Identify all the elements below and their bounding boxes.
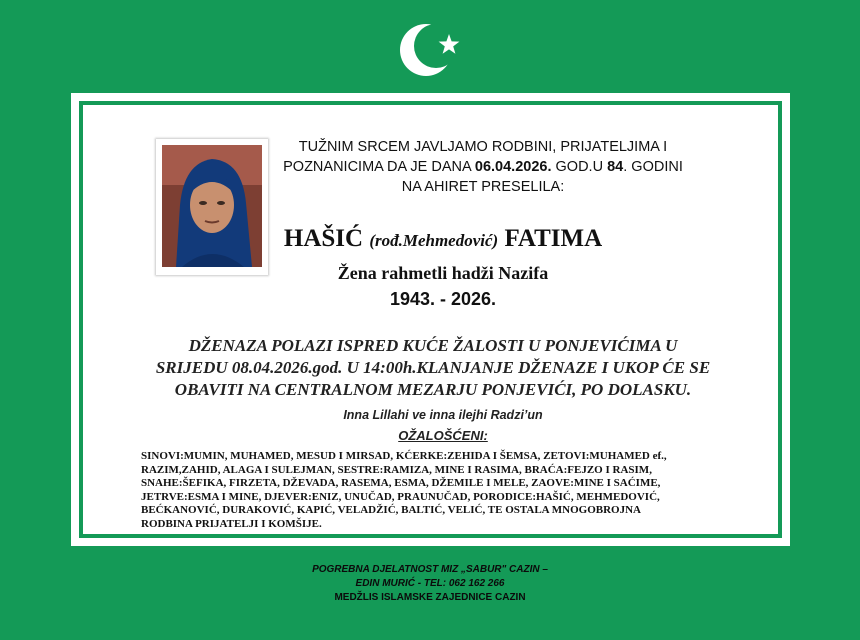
announcement-text-part: POZNANICIMA DA JE DANA: [283, 159, 475, 175]
card-border: [79, 101, 782, 538]
mourners-line: RAZIM,ZAHID, ALAGA I SULEJMAN, SESTRE:RAMIZA, MINE I RASIMA, BRAĆA:FEJZO I RASIM,: [141, 463, 652, 476]
funeral-line-2: SRIJEDU 08.04.2026.god. U 14:00h.KLANJANJE DŽENAZE I UKOP ĆE SE: [155, 358, 711, 377]
deceased-name: [233, 225, 653, 253]
announcement-text-part: GOD.U: [551, 159, 608, 175]
footer: [230, 563, 630, 605]
organization-name: MEDŽLIS ISLAMSKE ZAJEDNICE CAZIN: [334, 592, 526, 603]
mourners-line: SNAHE:ŠEFIKA, FIRZETA, DŽEVADA, RASEMA, ESMA, DŽEMILE I MELE, ZAOVE:MINE I SAĆIME,: [141, 477, 661, 489]
announcement-line-1: TUŽNIM SRCEM JAVLJAMO RODBINI, PRIJATELJIMA I: [298, 139, 668, 155]
funeral-line-3: OBAVITI NA CENTRALNOM MEZARJU PONJEVIĆI, PO DOLASKU.: [174, 380, 692, 399]
announcement-text: [283, 137, 683, 197]
mourners-line: SINOVI:MUMIN, MUHAMED, MESUD I MIRSAD, KĆERKE:ZEHIDA I ŠEMSA, ZETOVI:MUHAMED ef.,: [141, 450, 667, 462]
death-date: 06.04.2026.: [474, 159, 552, 175]
surname: HAŠIĆ: [283, 225, 364, 252]
portrait-frame: [156, 139, 268, 275]
announcement-text-part: . GODINI: [623, 159, 683, 175]
contact-phone: EDIN MURIĆ - TEL: 062 162 266: [355, 578, 505, 589]
funeral-notice: [123, 335, 743, 401]
age: 84: [607, 159, 624, 175]
crescent-star-icon: [400, 20, 462, 80]
funeral-service-name: POGREBNA DJELATNOST MIZ „SABUR" CAZIN –: [312, 564, 548, 575]
obituary-card: [71, 93, 790, 546]
life-years: 1943. - 2026.: [389, 289, 497, 309]
spouse-line: Žena rahmetli hadži Nazifa: [337, 263, 549, 283]
prayer-text: Inna Lillahi ve inna ilejhi Radzi’un: [343, 408, 543, 422]
first-name: FATIMA: [504, 225, 603, 252]
mourners-line: JETRVE:ESMA I MINE, DJEVER:ENIZ, UNUČAD, PRAUNUČAD, PORODICE:HAŠIĆ, MEHMEDOVIĆ,: [141, 490, 660, 503]
maiden-name: (rođ.Mehmedović): [369, 231, 499, 250]
mourners-list: [141, 450, 741, 531]
mourners-heading: OŽALOŠĆENI:: [398, 428, 488, 443]
announcement-line-3: NA AHIRET PRESELILA:: [401, 179, 565, 195]
mourners-line: BEĆKANOVIĆ, DURAKOVIĆ, KAPIĆ, VELADŽIĆ, BALTIĆ, VELIĆ, TE OSTALA MNOGOBROJNA: [141, 504, 641, 516]
mourners-line: RODBINA PRIJATELJI I KOMŠIJE.: [141, 517, 322, 530]
funeral-line-1: DŽENAZA POLAZI ISPRED KUĆE ŽALOSTI U PONJEVIĆIMA U: [188, 336, 678, 355]
announcement-line-2: [283, 157, 683, 177]
